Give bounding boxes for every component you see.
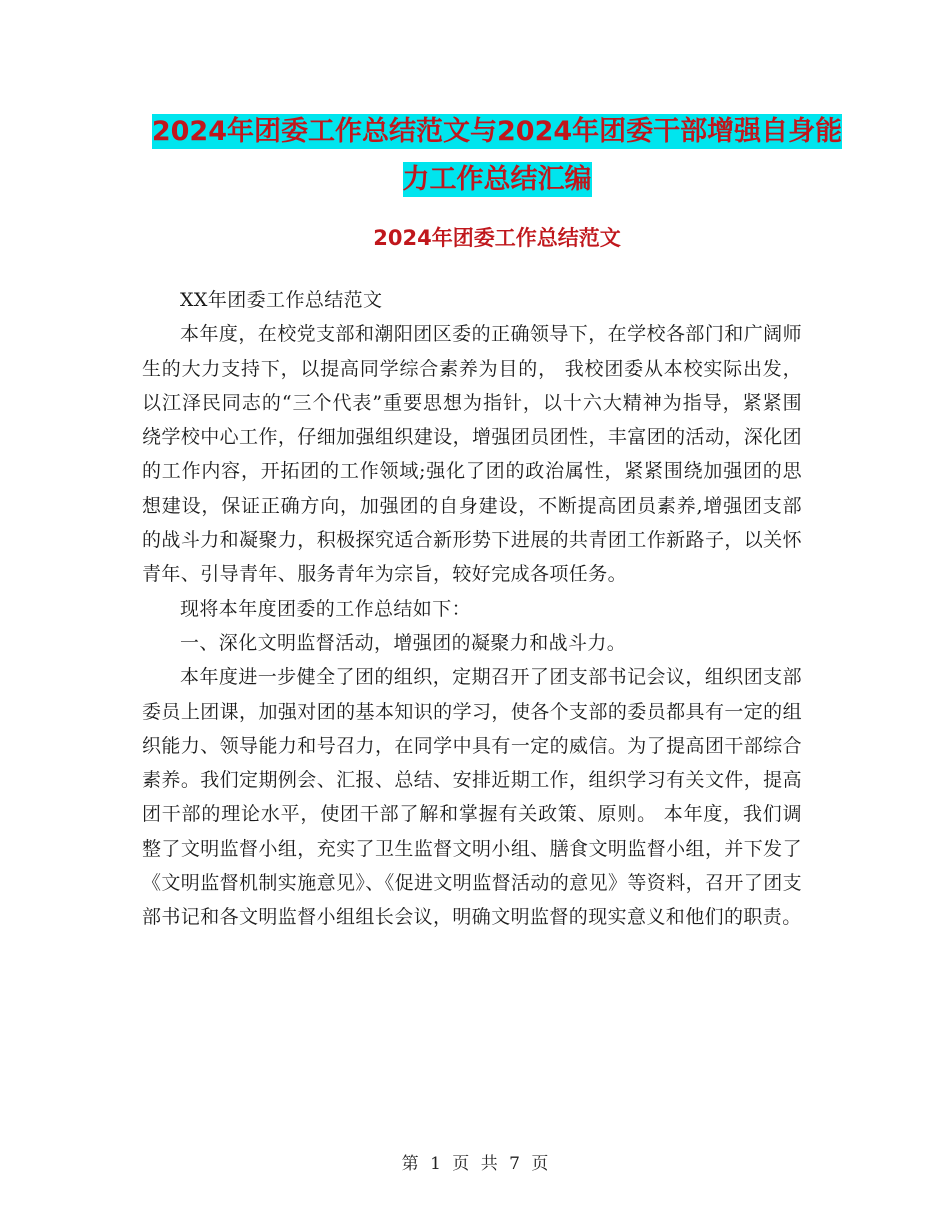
paragraph-subheading: XX年团委工作总结范文 — [180, 289, 383, 311]
paragraph-summary-lead: 现将本年度团委的工作总结如下： — [180, 597, 472, 620]
page-footer: 第 1 页 共 7 页 — [401, 1154, 549, 1174]
paragraph-heading-one: 一、深化文明监督活动，增强团的凝聚力和战斗力。 — [180, 631, 627, 654]
section-title: 2024年团委工作总结范文 — [373, 226, 621, 250]
paragraph-section-one: 本年度进一步健全了团的组织，定期召开了团支部书记会议，组织团支部委员上团课，加强对团的基本知识的学习，使各个支部的委员都具有一定的组织能力、领导能力和号召力，在同学中具有一定的威信。为了提高团干部综合素养。我们定期例会、汇报、总结、安排近期工作，组织学习有关文件，提高团干部的理论水平，使团干部了解和掌握有关政策、原则。 本年度，我们调整了文明监督小组，充实了卫生监督文明小组、膳食文明监督小组，并下发了《文明监督机制实施意见》、《促进文明监督活动的意见》等资料，召开了团支部书记和各文明监督小组组长会议，明确文明监督的现实意义和他们的职责。 — [142, 666, 803, 929]
document-body — [142, 283, 802, 935]
document-title — [140, 108, 854, 204]
paragraph-intro: 本年度，在校党支部和潮阳团区委的正确领导下，在学校各部门和广阔师生的大力支持下，以提高同学综合素养为目的， 我校团委从本校实际出发，以江泽民同志的“三个代表”重要思想为指针，以十六大精神为指导，紧紧围绕学校中心工作，仔细加强组织建设，增强团员团性，丰富团的活动，深化团的工作内容，开拓团的工作领域;强化了团的政治属性，紧紧围绕加强团的思想建设，保证正确方向，加强团的自身建设，不断提高团员素养,增强团支部的战斗力和凝聚力，积极探究适合新形势下进展的共青团工作新路子，以关怀青年、引导青年、服务青年为宗旨，较好完成各项任务。 — [142, 323, 802, 586]
document-title-highlight: 2024年团委工作总结范文与2024年团委干部增强自身能力工作总结汇编 — [151, 116, 843, 195]
